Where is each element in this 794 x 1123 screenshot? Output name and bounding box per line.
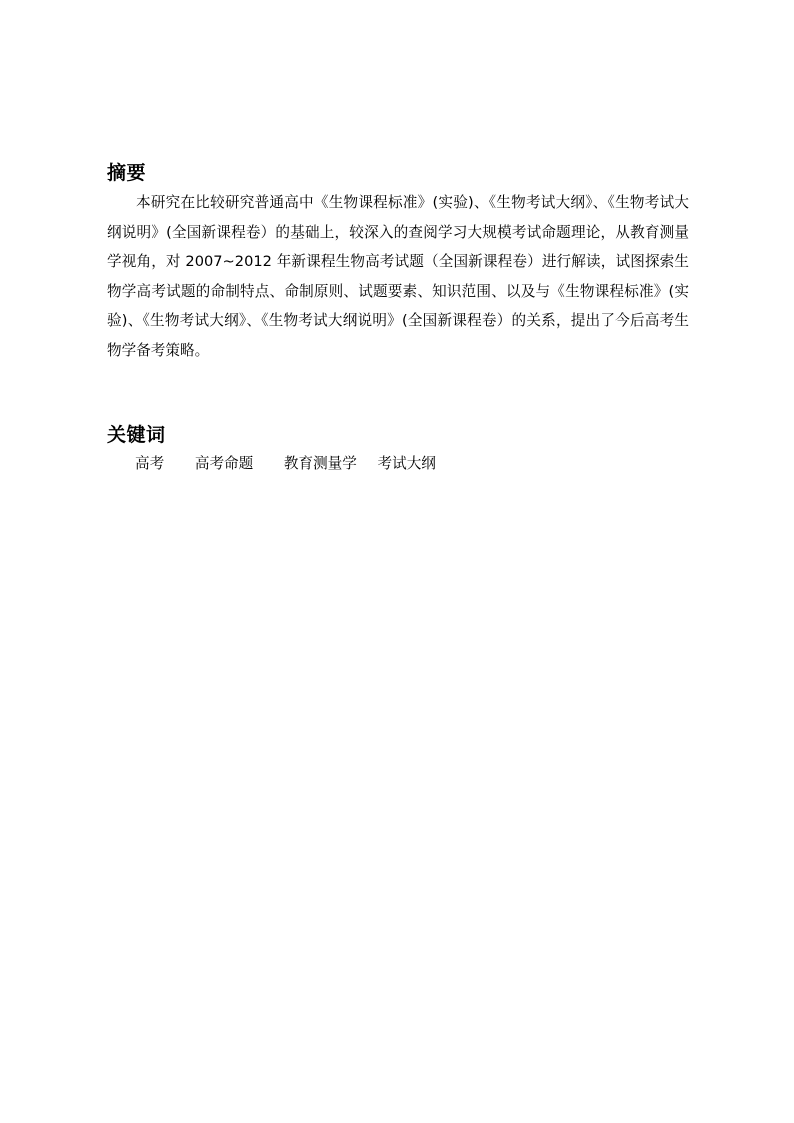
abstract-body: 本研究在比较研究普通高中《生物课程标准》(实验)、《生物考试大纲》、《生物考试大纲说明》(全国新课程卷）的基础上，较深入的查阅学习大规模考试命题理论，从教育测量学视角，对 2007~2012 年新课程生物高考试题（全国新课程卷）进行解读，试图探索生物学高考试题的命制特点、命制原则、试题要素、知识范围、以及与《生物课程标准》(实验)、《生物考试大纲》、《生物考试大纲说明》(全国新课程卷）的关系，提出了今后高考生物学备考策略。 (107, 194, 689, 359)
keywords-heading: 关键词 (107, 424, 166, 446)
keywords-list (135, 452, 436, 476)
keyword-item: 高考 (135, 455, 165, 472)
keyword-item: 高考命题 (194, 455, 254, 472)
keyword-item: 教育测量学 (283, 455, 357, 472)
abstract-heading: 摘要 (107, 162, 147, 184)
keyword-item: 考试大纲 (377, 455, 436, 472)
